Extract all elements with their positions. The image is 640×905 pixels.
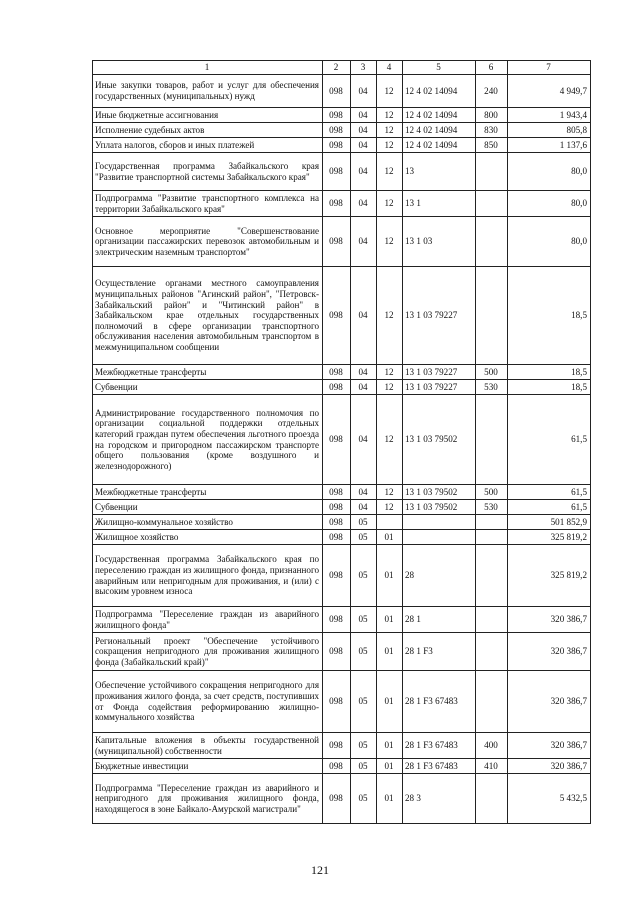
row-subsection: 01 [377,530,403,545]
row-expense-type [476,153,508,191]
row-amount: 320 386,7 [508,759,591,774]
row-name: Субвенции [93,500,323,515]
row-name: Обеспечение устойчивого сокращения непригодного для проживания жилого фонда, за счет средств, поступивших от Фонда содействия реформированию жилищно-коммунального хозяйства [93,671,323,733]
row-name: Уплата налогов, сборов и иных платежей [93,138,323,153]
row-admin-code: 098 [323,395,351,485]
row-amount: 320 386,7 [508,633,591,671]
row-amount: 320 386,7 [508,671,591,733]
row-section: 05 [351,774,377,824]
table-row [93,607,591,633]
row-name: Государственная программа Забайкальского края по переселению граждан из жилищного фонда, признанного аварийным или непригодным для проживания, и (или) с высоким уровнем износа [93,545,323,607]
row-subsection: 01 [377,733,403,759]
table-row [93,633,591,671]
row-amount: 80,0 [508,217,591,267]
row-section: 05 [351,633,377,671]
row-subsection: 12 [377,485,403,500]
header-cell-7: 7 [508,61,591,75]
row-name: Иные закупки товаров, работ и услуг для обеспечения государственных (муниципальных) нужд [93,75,323,108]
row-name: Подпрограмма "Развитие транспортного комплекса на территории Забайкальского края" [93,191,323,217]
row-target-article: 28 [403,545,476,607]
row-name: Иные бюджетные ассигнования [93,108,323,123]
row-admin-code: 098 [323,500,351,515]
row-section: 04 [351,138,377,153]
row-name: Жилищно-коммунальное хозяйство [93,515,323,530]
row-amount: 501 852,9 [508,515,591,530]
row-section: 05 [351,545,377,607]
row-name: Исполнение судебных актов [93,123,323,138]
table-row [93,191,591,217]
row-admin-code: 098 [323,545,351,607]
row-expense-type: 240 [476,75,508,108]
row-section: 05 [351,733,377,759]
row-amount: 325 819,2 [508,530,591,545]
row-expense-type: 410 [476,759,508,774]
budget-table [92,60,591,824]
row-section: 04 [351,380,377,395]
row-target-article: 28 3 [403,774,476,824]
row-expense-type: 500 [476,485,508,500]
table-row [93,395,591,485]
row-section: 04 [351,217,377,267]
table-header-row [93,61,591,75]
row-name: Региональный проект "Обеспечение устойчивого сокращения непригодного для проживания жилищного фонда (Забайкальский край)" [93,633,323,671]
table-row [93,153,591,191]
row-amount: 325 819,2 [508,545,591,607]
row-target-article: 13 1 03 79227 [403,380,476,395]
row-section: 04 [351,108,377,123]
row-admin-code: 098 [323,633,351,671]
row-admin-code: 098 [323,138,351,153]
row-section: 05 [351,759,377,774]
row-subsection: 01 [377,545,403,607]
row-expense-type [476,545,508,607]
row-admin-code: 098 [323,380,351,395]
row-section: 04 [351,485,377,500]
row-name: Жилищное хозяйство [93,530,323,545]
table-row [93,123,591,138]
row-subsection: 12 [377,123,403,138]
row-subsection: 12 [377,365,403,380]
row-subsection: 12 [377,380,403,395]
row-amount: 18,5 [508,267,591,365]
row-section: 04 [351,75,377,108]
row-name: Государственная программа Забайкальского края "Развитие транспортной системы Забайкальского края" [93,153,323,191]
table-row [93,733,591,759]
row-name: Капитальные вложения в объекты государственной (муниципальной) собственности [93,733,323,759]
row-target-article: 28 1 [403,607,476,633]
row-target-article: 28 1 F3 [403,633,476,671]
table-row [93,515,591,530]
row-section: 04 [351,267,377,365]
table-row [93,545,591,607]
row-expense-type [476,774,508,824]
row-section: 05 [351,515,377,530]
header-cell-2: 2 [323,61,351,75]
row-expense-type [476,515,508,530]
row-amount: 18,5 [508,365,591,380]
row-amount: 18,5 [508,380,591,395]
row-admin-code: 098 [323,191,351,217]
row-expense-type: 830 [476,123,508,138]
row-admin-code: 098 [323,217,351,267]
row-expense-type [476,671,508,733]
row-admin-code: 098 [323,759,351,774]
row-subsection: 12 [377,153,403,191]
page-number: 121 [311,863,329,877]
row-name: Подпрограмма "Переселение граждан из аварийного жилищного фонда" [93,607,323,633]
row-expense-type: 850 [476,138,508,153]
row-expense-type: 800 [476,108,508,123]
row-expense-type: 500 [476,365,508,380]
row-target-article: 28 1 F3 67483 [403,671,476,733]
table-row [93,108,591,123]
row-target-article: 13 1 [403,191,476,217]
row-subsection: 12 [377,217,403,267]
row-target-article [403,515,476,530]
table-row [93,138,591,153]
row-name: Субвенции [93,380,323,395]
row-subsection [377,515,403,530]
table-row [93,500,591,515]
row-name: Межбюджетные трансферты [93,365,323,380]
row-target-article: 12 4 02 14094 [403,138,476,153]
row-admin-code: 098 [323,515,351,530]
row-amount: 1 137,6 [508,138,591,153]
row-target-article: 13 [403,153,476,191]
row-amount: 61,5 [508,500,591,515]
row-name: Подпрограмма "Переселение граждан из аварийного и непригодного для проживания жилищного фонда, находящегося в зоне Байкало-Амурской магистрали" [93,774,323,824]
row-subsection: 01 [377,774,403,824]
row-target-article: 28 1 F3 67483 [403,759,476,774]
row-subsection: 12 [377,267,403,365]
row-subsection: 12 [377,500,403,515]
table-row [93,671,591,733]
row-target-article: 28 1 F3 67483 [403,733,476,759]
row-target-article: 13 1 03 79227 [403,365,476,380]
row-amount: 805,8 [508,123,591,138]
row-subsection: 01 [377,759,403,774]
row-subsection: 12 [377,75,403,108]
row-subsection: 12 [377,191,403,217]
row-subsection: 01 [377,607,403,633]
row-name: Бюджетные инвестиции [93,759,323,774]
header-cell-5: 5 [403,61,476,75]
row-target-article: 13 1 03 79502 [403,485,476,500]
row-admin-code: 098 [323,75,351,108]
row-section: 04 [351,191,377,217]
row-admin-code: 098 [323,530,351,545]
table-row [93,365,591,380]
row-expense-type [476,395,508,485]
row-name: Основное мероприятие "Совершенствование организации пассажирских перевозок автомобильным и электрическим наземным транспортом" [93,217,323,267]
row-admin-code: 098 [323,485,351,500]
row-admin-code: 098 [323,108,351,123]
row-section: 05 [351,671,377,733]
row-admin-code: 098 [323,123,351,138]
row-expense-type [476,217,508,267]
table-row [93,759,591,774]
row-admin-code: 098 [323,365,351,380]
row-target-article: 13 1 03 [403,217,476,267]
row-section: 04 [351,500,377,515]
header-cell-3: 3 [351,61,377,75]
row-section: 04 [351,365,377,380]
row-expense-type: 400 [476,733,508,759]
row-amount: 320 386,7 [508,733,591,759]
row-section: 05 [351,607,377,633]
row-section: 05 [351,530,377,545]
row-name: Администрирование государственного полномочия по организации социальной поддержки отдельных категорий граждан путем обеспечения льготного проезда на городском и пригородном пассажирском транспорте общего пользования (кроме воздушного и железнодорожного) [93,395,323,485]
row-amount: 80,0 [508,191,591,217]
row-expense-type: 530 [476,380,508,395]
row-expense-type: 530 [476,500,508,515]
table-row [93,485,591,500]
row-target-article [403,530,476,545]
row-target-article: 13 1 03 79227 [403,267,476,365]
row-admin-code: 098 [323,267,351,365]
header-cell-6: 6 [476,61,508,75]
row-subsection: 01 [377,671,403,733]
row-amount: 61,5 [508,395,591,485]
header-cell-4: 4 [377,61,403,75]
row-target-article: 12 4 02 14094 [403,123,476,138]
row-amount: 80,0 [508,153,591,191]
row-subsection: 12 [377,138,403,153]
row-amount: 320 386,7 [508,607,591,633]
row-subsection: 12 [377,395,403,485]
row-section: 04 [351,153,377,191]
row-expense-type [476,633,508,671]
row-target-article: 13 1 03 79502 [403,500,476,515]
row-expense-type [476,607,508,633]
row-name: Осуществление органами местного самоуправления муниципальных районов "Агинский район", "Петровск-Забайкальский район" и "Читинский район" в Забайкальском крае отдельных государственных полномочий в сфере организации транспортного обслуживания населения автомобильным транспортом в межмуниципальном сообщении [93,267,323,365]
table-row [93,530,591,545]
row-section: 04 [351,395,377,485]
row-amount: 4 949,7 [508,75,591,108]
header-cell-1: 1 [93,61,323,75]
row-admin-code: 098 [323,671,351,733]
row-name: Межбюджетные трансферты [93,485,323,500]
table-row [93,267,591,365]
row-admin-code: 098 [323,733,351,759]
row-target-article: 12 4 02 14094 [403,108,476,123]
row-expense-type [476,530,508,545]
row-amount: 5 432,5 [508,774,591,824]
table-row [93,75,591,108]
table-row [93,217,591,267]
row-admin-code: 098 [323,607,351,633]
row-subsection: 12 [377,108,403,123]
table-row [93,774,591,824]
row-amount: 1 943,4 [508,108,591,123]
row-admin-code: 098 [323,774,351,824]
table-row [93,380,591,395]
row-expense-type [476,191,508,217]
row-target-article: 12 4 02 14094 [403,75,476,108]
row-admin-code: 098 [323,153,351,191]
row-target-article: 13 1 03 79502 [403,395,476,485]
row-section: 04 [351,123,377,138]
row-amount: 61,5 [508,485,591,500]
row-expense-type [476,267,508,365]
row-subsection: 01 [377,633,403,671]
